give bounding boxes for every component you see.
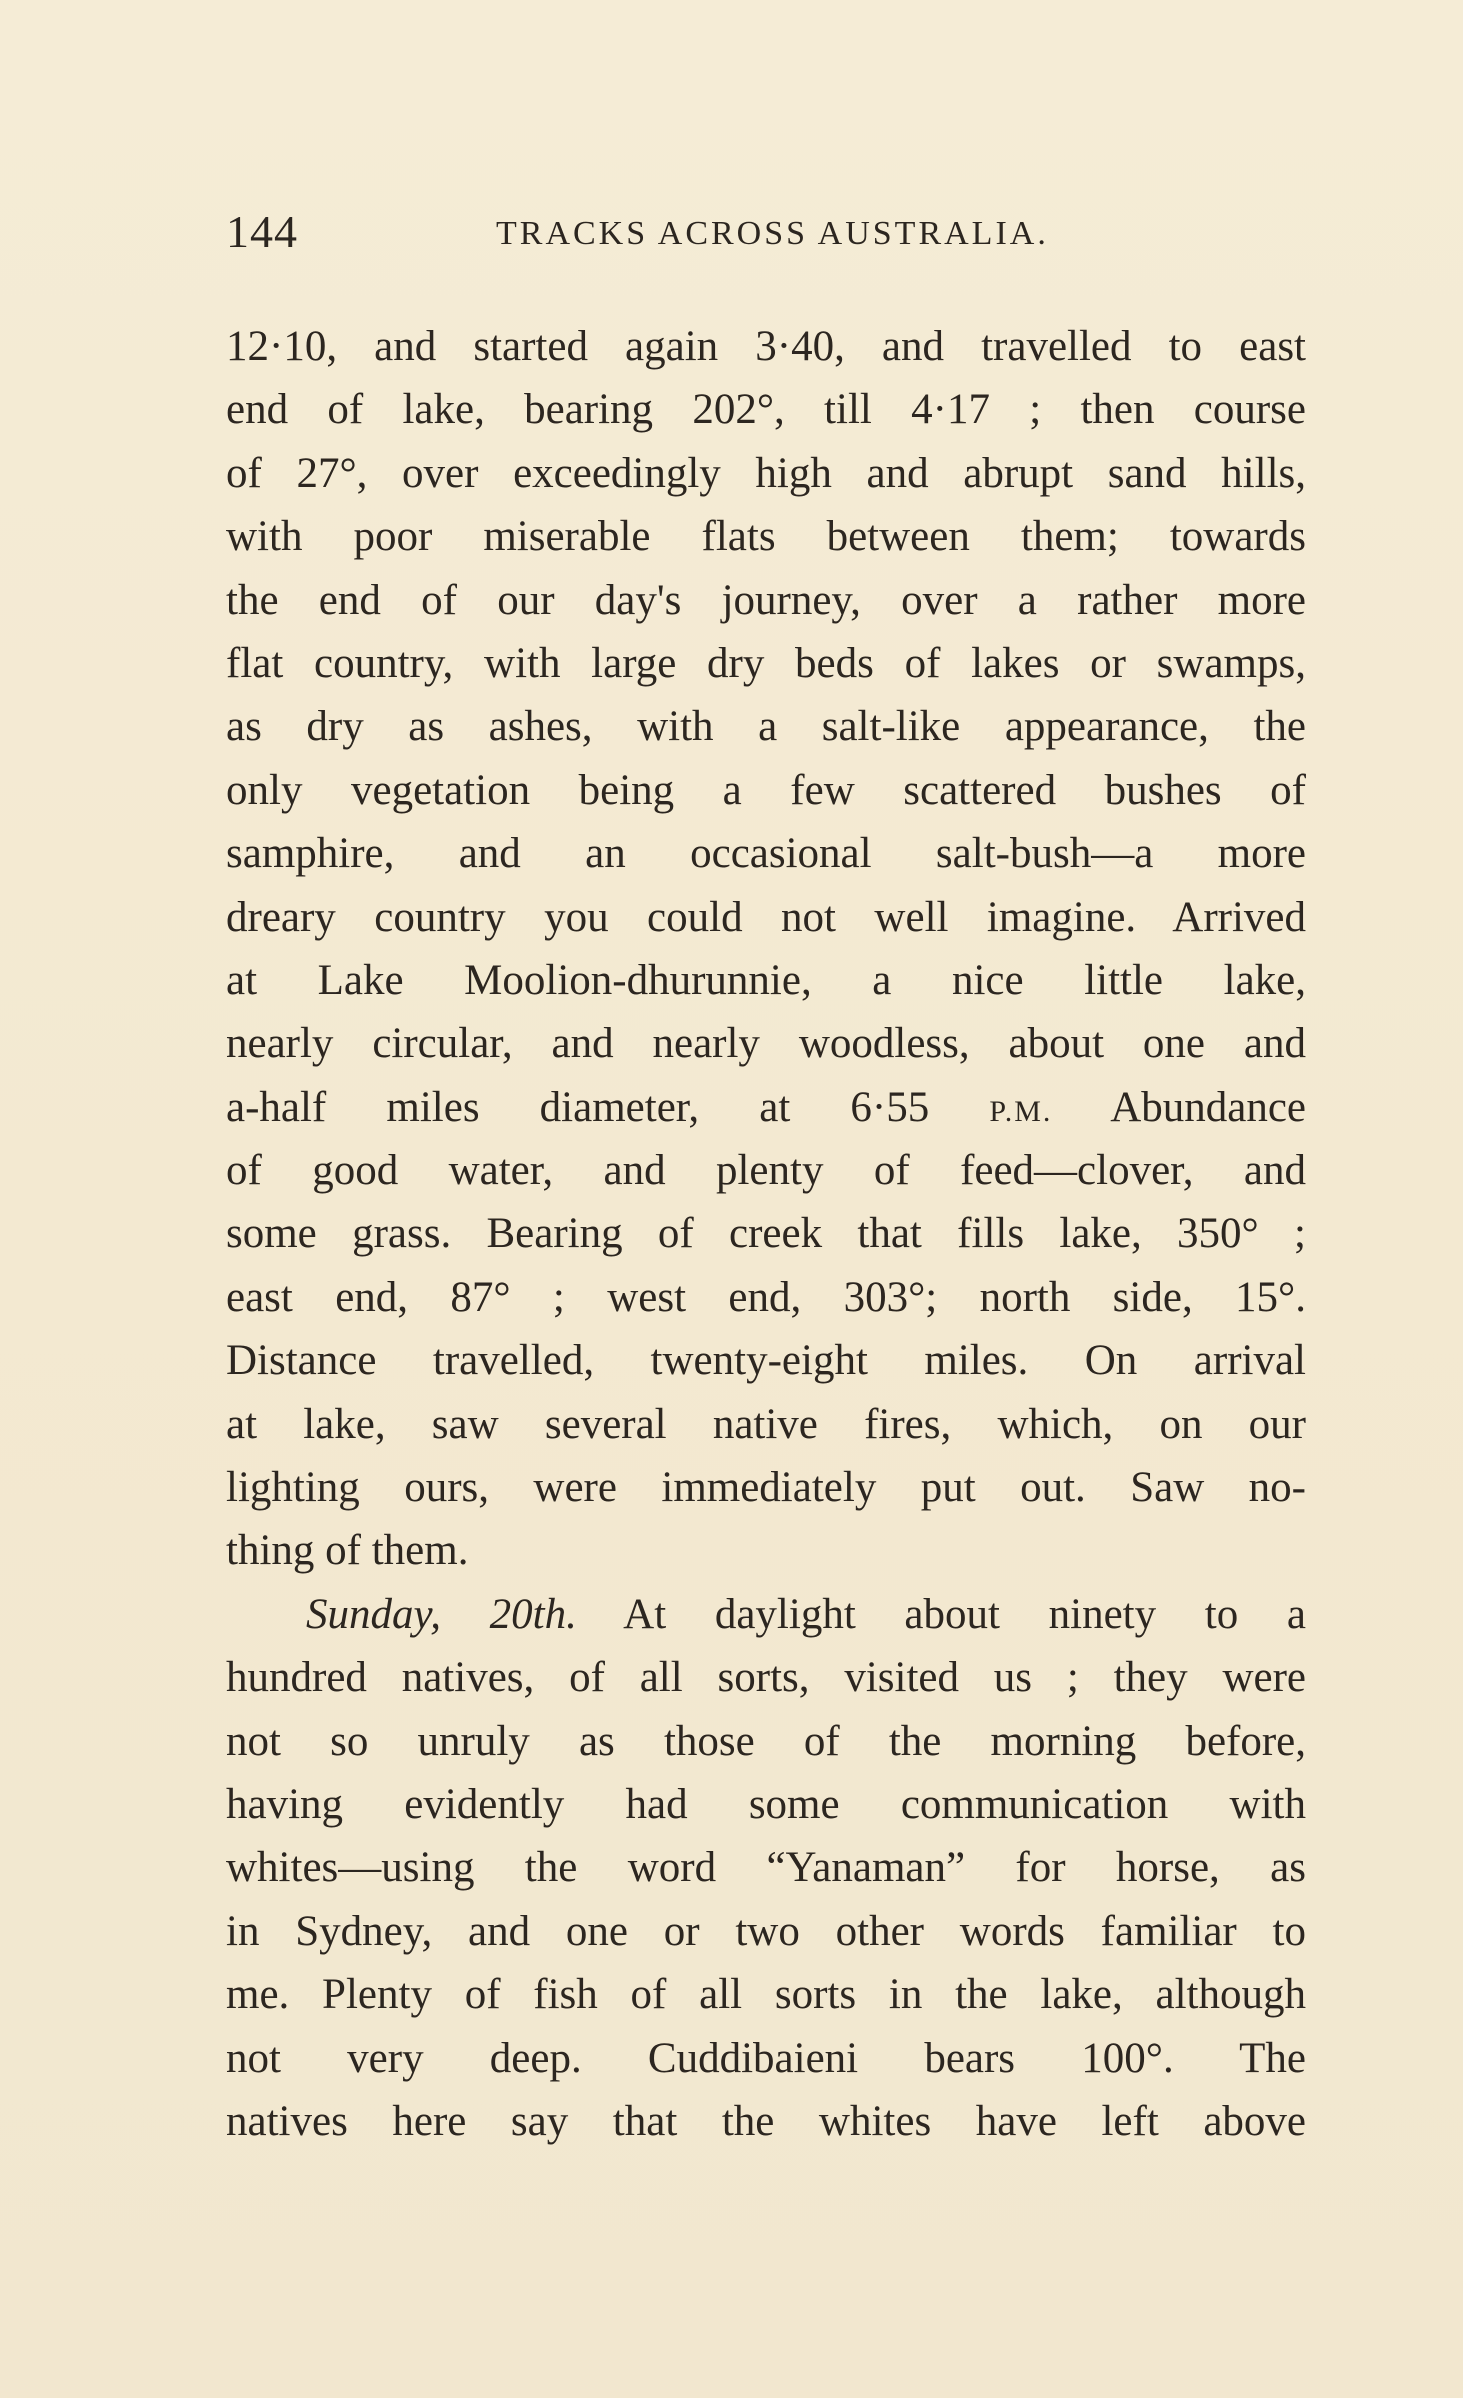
- text-line: of 27°, over exceedingly high and abrupt sand hills,: [226, 449, 1306, 497]
- text-line: me. Plenty of fish of all sorts in the lake, although: [226, 1971, 1306, 2019]
- text-line: not very deep. Cuddibaieni bears 100°. The: [226, 2034, 1306, 2082]
- text-line: whites—using the word “Yanaman” for horse, as: [226, 1844, 1306, 1892]
- text-line: only vegetation being a few scattered bushes of: [226, 766, 1306, 814]
- text-line: flat country, with large dry beds of lakes or swamps,: [226, 639, 1306, 687]
- text-line: some grass. Bearing of creek that fills lake, 350° ;: [226, 1210, 1306, 1258]
- time-abbreviation: P.M.: [989, 1094, 1053, 1128]
- text-line: thing of them.: [226, 1527, 469, 1575]
- text-segment: a-half miles diameter, at 6·55: [226, 1083, 990, 1131]
- page-number: 144: [226, 206, 298, 257]
- running-head: [226, 205, 1306, 265]
- text-line: the end of our day's journey, over a rather more: [226, 576, 1306, 624]
- text-line: 12·10, and started again 3·40, and travelled to east: [226, 323, 1306, 370]
- text-segment: At daylight about ninety to a: [576, 1590, 1307, 1638]
- day-heading: Sunday,: [306, 1590, 441, 1638]
- date-heading: 20th.: [489, 1590, 577, 1638]
- text-line: of good water, and plenty of feed—clover, and: [226, 1147, 1306, 1195]
- text-line: hundred natives, of all sorts, visited us ; they were: [226, 1654, 1306, 1702]
- text-line: with poor miserable flats between them; towards: [226, 513, 1306, 561]
- text-line: having evidently had some communication with: [226, 1780, 1306, 1828]
- text-line: natives here say that the whites have left above: [226, 2097, 1306, 2145]
- text-line: end of lake, bearing 202°, till 4·17 ; then course: [226, 386, 1306, 434]
- text-segment: Abundance: [1052, 1083, 1307, 1131]
- text-line: at lake, saw several native fires, which, on our: [226, 1400, 1306, 1448]
- body-text: [226, 315, 1306, 2153]
- text-line: nearly circular, and nearly woodless, about one and: [226, 1020, 1306, 1068]
- text-line: lighting ours, were immediately put out. Saw no-: [226, 1464, 1306, 1512]
- text-line: Distance travelled, twenty-eight miles. On arrival: [226, 1337, 1306, 1385]
- running-title: TRACKS ACROSS AUSTRALIA.: [496, 215, 1049, 252]
- text-line: [226, 1583, 1306, 1646]
- text-line: [226, 1076, 1306, 1139]
- text-line: east end, 87° ; west end, 303°; north side, 15°.: [226, 1273, 1306, 1321]
- text-line: samphire, and an occasional salt-bush—a more: [226, 830, 1306, 878]
- text-line: as dry as ashes, with a salt-like appearance, the: [226, 703, 1306, 751]
- text-line: dreary country you could not well imagine. Arrived: [226, 893, 1306, 941]
- text-line: at Lake Moolion-dhurunnie, a nice little lake,: [226, 956, 1306, 1004]
- text-line: in Sydney, and one or two other words familiar to: [226, 1907, 1306, 1955]
- text-line: not so unruly as those of the morning before,: [226, 1717, 1306, 1765]
